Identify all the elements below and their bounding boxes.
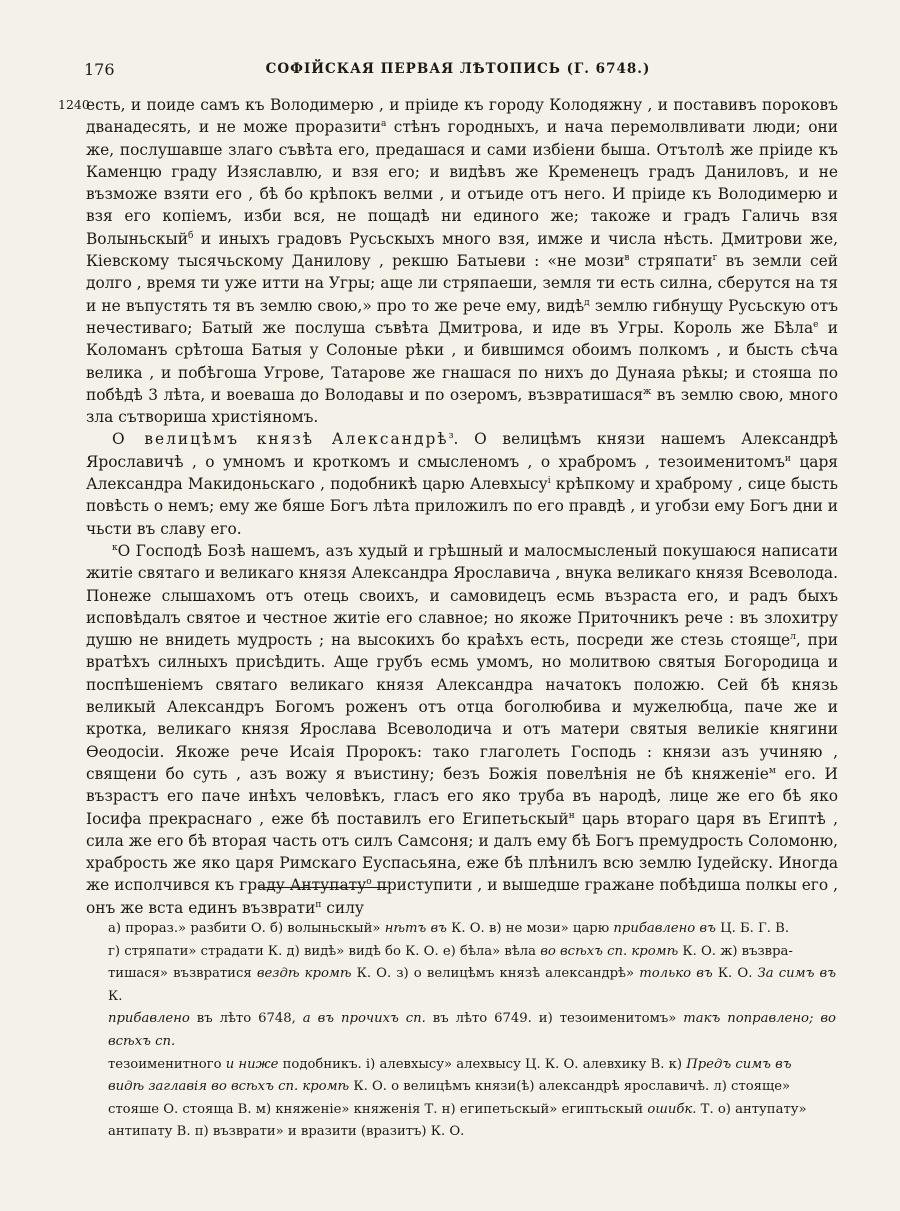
footnote-marker: з (448, 431, 454, 442)
main-text (86, 94, 838, 919)
editorial-note: ошибк. (647, 1101, 697, 1117)
text-run: приступити , и вышедше гражане побѣдиша полкы его , онъ же вста единъ възврати (86, 876, 838, 917)
footnote-line (108, 963, 836, 1008)
footnote-marker: а (381, 119, 387, 130)
text-run: тезоименитного (108, 1056, 226, 1072)
editorial-note: только въ (639, 966, 713, 982)
text-run: О Господѣ Бозѣ нашемъ, азъ худый и грѣшный и малосмысленый покушаюся написати житіе святаго и великаго князя Александра Ярославича , внука великаго князя Всеволода. Понеже слышахомъ отъ отець своихъ, и самовидецъ есмь възраста его, и радъ быхъ исповѣдалъ святое и честное житіе его славное; но якоже Приточникъ рече : въ злохитру душю не внидеть мудрость ; на высокихъ бо краѣхъ есть, посреди же стезь стояще (86, 541, 838, 650)
editorial-note: прибавлено въ (613, 921, 716, 936)
section-heading: О велицѣмъ князѣ Александрѣ (112, 430, 449, 449)
text-run: царя Александра Макидоньскаго , подобникѣ царю Алевхысу (86, 452, 838, 494)
text-run: стряпати (629, 252, 713, 271)
text-run: въ лѣто 6749. и) тезоименитомъ» (425, 1011, 684, 1027)
footnote-marker: в (624, 253, 630, 264)
footnote-line (108, 1008, 836, 1053)
footnote-marker: б (188, 230, 194, 241)
text-run: землю гибнущу Русьскую отъ нечестиваго; Батый же послуша съвѣта Дмитрова, и иде въ Угры. Король же Бѣла (86, 296, 838, 337)
footnotes (108, 918, 836, 1144)
footnote-marker: н (568, 810, 575, 821)
text-run: К. О. о велицѣмъ князи(ѣ) александрѣ ярославичѣ. л) стояще» (349, 1079, 791, 1095)
running-header (84, 60, 832, 84)
text-run: Т. о) антупату» (696, 1101, 807, 1117)
text-run: тишася» възвратися (108, 966, 257, 982)
text-run: въ лѣто 6748, (189, 1011, 303, 1027)
paragraph-alexander-life (86, 540, 838, 919)
editorial-note: За симъ въ (757, 966, 836, 982)
text-run: въ землю свою, много зла сътвориша христіяномъ. (86, 385, 839, 427)
text-run: а) прораз.» разбити О. б) волыньскый» (108, 921, 385, 936)
footnote-line (108, 941, 836, 964)
text-run: силу (321, 898, 364, 917)
footnote-line (108, 1099, 836, 1122)
text-run: антипату В. п) възврати» и вразити (вразитъ) К. О. (108, 1124, 465, 1140)
editorial-note: а въ прочихъ сп. (302, 1011, 426, 1027)
text-run: его. И възрастъ его паче инѣхъ человѣкъ, гласъ его яко труба въ народѣ, лице же его бѣ яко Іосифа прекраснаго , еже бѣ поставилъ его Египетьскый (86, 764, 838, 828)
paragraph-batu-campaign (86, 94, 838, 428)
text-run: и Коломанъ срѣтоша Батыя у Солоные рѣки , и бившимся обоимъ полкомъ , и бысть сѣча велика , и побѣгоша Угрове, Татарове же гнашася по нихъ до Дунаяа рѣкы; и стояша по побѣдѣ 3 лѣта, и воеваша до Володавы и по озеромъ, възвратишася (86, 318, 838, 404)
footnote-line (108, 1076, 836, 1099)
running-title: СОФІЙСКАЯ ПЕРВАЯ ЛѢТОПИСЬ (Г. 6748.) (265, 61, 651, 77)
text-run: К. О. в) не мози» царю (446, 921, 614, 936)
editorial-note: вездѣ кромѣ (256, 966, 352, 982)
text-run: царь втораго царя въ Египтѣ , сила же его бѣ вторая часть отъ силъ Самсоня; и далъ ему бѣ Богъ премудрость Соломоню, храбрость же яко царя Римскаго Еуспасьяна, еже бѣ плѣнилъ всю землю Іудейску. Иногда же исполчився къ граду Антупату (86, 809, 838, 895)
text-run: К. О. ж) възвра- (678, 943, 793, 959)
text-run: стѣнъ городныхъ, и нача перемолвливати люди; они же, послушавше злаго съвѣта его, предашася и сами избіени быша. Отътолѣ же пріиде къ Каменцю граду Изяславлю, и взя его; и видѣвъ же Кременецъ градъ Даниловъ, и не възможе взяти его , бѣ бо крѣпокъ велми , и отъиде отъ него. И пріиде къ Володимерю и взя его копіемъ, изби вся, не пощадѣ ни единого же; такоже и градъ Галичь взя Волыньскый (86, 118, 838, 248)
text-run: стояше О. стояща В. м) княженіе» княженія Т. н) египетьскый» египтьскый (108, 1101, 648, 1117)
text-run: К. О. з) о велицѣмъ князѣ александрѣ» (351, 966, 640, 982)
editorial-note: прибавлено (108, 1011, 190, 1027)
editorial-note: видѣ заглавія во всѣхъ сп. кромѣ (108, 1079, 350, 1095)
footnote-marker: м (768, 765, 776, 776)
text-run: въ земли сей долго , время ти уже итти на Угры; аще ли стряпаеши, земля ти есть силна, сберутся на тя и не въпустять тя въ землю свою,» про то же рече ему, видѣ (86, 252, 838, 315)
editorial-note: Предъ симъ въ (686, 1056, 792, 1072)
text-run: К. (108, 988, 123, 1004)
text-run: подобникъ. і) алевхысу» алехвысу Ц. К. О. алевхику В. к) (278, 1056, 687, 1072)
footnote-line (108, 1121, 836, 1144)
margin-year: 1240 (58, 97, 90, 112)
text-run: К. О. (712, 966, 758, 982)
text-run: . О велицѣмъ князи нашемъ Александрѣ Ярославичѣ , о умномъ и кроткомъ и смысленомъ , о храбромъ , тезоименитомъ (86, 430, 838, 471)
footnote-marker: г (712, 253, 718, 264)
footnote-marker: е (813, 319, 819, 330)
text-run: Ц. Б. Г. В. (715, 921, 790, 936)
footnote-marker: ж (643, 386, 652, 397)
editorial-note: такъ поправлено; во всѣхъ сп. (108, 1011, 836, 1049)
editorial-note: нѣтъ въ (384, 921, 447, 936)
text-run: и иныхъ градовъ Русьскыхъ много взя, имже и числа нѣсть. Дмитрови же, Кіевскому тысячьскому Данилову , рекшю Батыеви : «не мози (86, 229, 838, 271)
footnote-line (108, 918, 836, 941)
page-number: 176 (84, 60, 115, 79)
paragraph-alexander-title (86, 428, 838, 539)
footnote-divider (258, 887, 388, 888)
editorial-note: и ниже (225, 1056, 279, 1072)
text-run: , при вратѣхъ силныхъ присѣдить. Аще грубъ есмь умомъ, но молитвою святыя Богородица и поспѣшеніемъ святаго великаго князя Александра начатокъ положю. Сей бѣ князь великый Александръ Богомъ роженъ отъ отца боголюбива и мужелюбца, паче же и кротка, великаго князя Ярослава Всеволодича и отъ матери святыя великіе княгини Ѳеодосіи. Якоже рече Исаія Пророкъ: тако глаголеть Господь : князи азъ учиняю , священи бо суть , азъ вожу я въистину; безъ Божія повелѣнія не бѣ княженіе (86, 631, 838, 783)
footnote-marker: і (547, 476, 551, 487)
footnote-marker: л (790, 632, 796, 643)
footnote-marker: д (584, 297, 590, 308)
text-run: г) стряпати» страдати К. д) видѣ» видѣ бо К. О. е) бѣла» вѣла (108, 943, 541, 959)
text-run: крѣпкому и храброму , сице бысть повѣсть о немъ; ему же бяше Богъ лѣта приложилъ по его правдѣ , и угобзи ему Богъ дни и чьсти въ славу его. (86, 475, 838, 538)
footnote-marker: к (112, 542, 118, 553)
footnote-line (108, 1054, 836, 1077)
footnote-marker: п (315, 899, 322, 910)
editorial-note: во всѣхъ сп. кромѣ (540, 943, 679, 959)
text-run: есть, и поиде самъ къ Володимерю , и пріиде къ городу Колодяжну , и поставивъ пороковъ дванадесять, и не може проразити (86, 96, 838, 137)
footnote-marker: и (784, 453, 791, 464)
footnote-marker: о (366, 877, 372, 888)
